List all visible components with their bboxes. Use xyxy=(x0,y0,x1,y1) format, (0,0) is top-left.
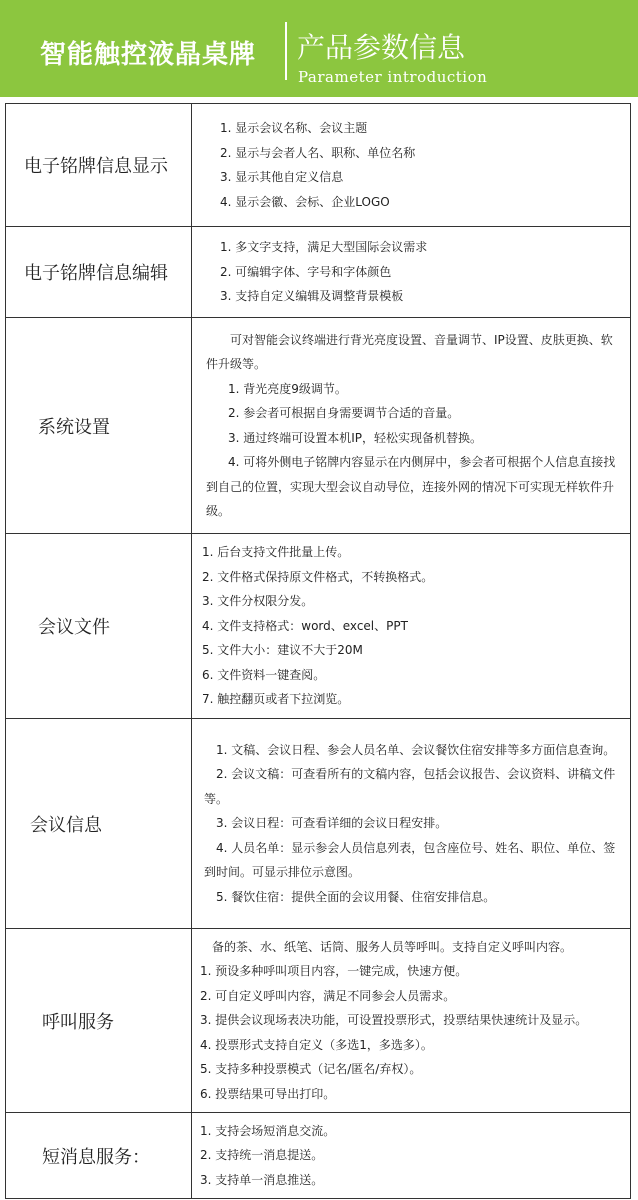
list-item: 3. 提供会议现场表决功能，可设置投票形式，投票结果快速统计及显示。 xyxy=(200,1013,588,1028)
row-label xyxy=(6,227,192,317)
list-item: 2. 文件格式保持原文件格式，不转换格式。 xyxy=(202,569,434,584)
product-name: 智能触控液晶桌牌 xyxy=(40,40,257,70)
list-item: 1. 多文字支持，满足大型国际会议需求 xyxy=(220,240,428,255)
list-item: 可对智能会议终端进行背光亮度设置、音量调节、IP设置、皮肤更换、软件升级等。 xyxy=(206,332,613,371)
section-title: 产品参数信息 xyxy=(297,31,466,64)
header-divider xyxy=(285,22,287,80)
list-item: 5. 文件大小：建议不大于20M xyxy=(202,643,363,658)
row-label-text: 电子铭牌信息编辑 xyxy=(24,263,168,284)
list-item: 4. 投票形式支持自定义（多选1，多选多）。 xyxy=(200,1037,433,1052)
list-item: 2. 显示与会者人名、职称、单位名称 xyxy=(220,145,416,160)
list-item: 3. 通过终端可设置本机IP，轻松实现备机替换。 xyxy=(228,430,483,445)
row-content xyxy=(192,719,630,928)
row-content xyxy=(192,318,630,533)
row-content xyxy=(192,1113,630,1198)
list-item: 1. 预设多种呼叫项目内容，一键完成，快速方便。 xyxy=(200,964,468,979)
list-item: 6. 投票结果可导出打印。 xyxy=(200,1086,336,1101)
row-content xyxy=(192,534,630,718)
row-label xyxy=(6,1113,192,1198)
table-row xyxy=(6,928,630,1112)
table-row xyxy=(6,1112,630,1198)
section-subtitle: Parameter introduction xyxy=(298,68,488,86)
list-item: 2. 参会者可根据自身需要调节合适的音量。 xyxy=(228,406,460,420)
table-row xyxy=(6,718,630,928)
list-item: 2. 会议文稿：可查看所有的文稿内容，包括会议报告、会议资料、讲稿文件等。 xyxy=(204,767,616,806)
row-label xyxy=(6,104,192,226)
header-banner xyxy=(0,0,638,97)
list-item: 4. 可将外侧电子铭牌内容显示在内侧屏中，参会者可根据个人信息直接找到自己的位置，实现大型会议自动导位，连接外网的情况下可实现无样软件升级。 xyxy=(206,455,616,518)
list-item: 6. 文件资料一键查阅。 xyxy=(202,667,326,682)
row-label-text: 系统设置 xyxy=(38,416,110,438)
list-item: 2. 可编辑字体、字号和字体颜色 xyxy=(220,264,392,279)
list-item: 1. 背光亮度9级调节。 xyxy=(228,381,347,396)
row-label xyxy=(6,318,192,533)
list-item: 5. 餐饮住宿：提供全面的会议用餐、住宿安排信息。 xyxy=(216,889,496,904)
list-item: 4. 文件支持格式：word、excel、PPT xyxy=(202,618,408,633)
list-item: 3. 支持自定义编辑及调整背景模板 xyxy=(220,289,404,304)
table-row xyxy=(6,226,630,317)
list-item: 2. 支持统一消息提送。 xyxy=(200,1148,324,1163)
row-content xyxy=(192,929,630,1112)
list-item: 4. 显示会徽、会标、企业LOGO xyxy=(220,194,390,209)
table-row xyxy=(6,317,630,533)
parameter-table xyxy=(5,103,631,1199)
list-item: 3. 显示其他自定义信息 xyxy=(220,170,344,184)
list-item: 4. 人员名单：显示参会人员信息列表，包含座位号、姓名、职位、单位、签到时间。可显示排位示意图。 xyxy=(204,840,616,880)
list-item: 3. 文件分权限分发。 xyxy=(202,594,314,609)
row-label-text: 电子铭牌信息显示 xyxy=(24,156,168,177)
list-item: 7. 触控翻页或者下拉浏览。 xyxy=(202,692,350,707)
list-item: 备的茶、水、纸笔、话筒、服务人员等呼叫。支持自定义呼叫内容。 xyxy=(212,939,573,954)
list-item: 1. 支持会场短消息交流。 xyxy=(200,1123,336,1138)
row-content xyxy=(192,104,630,226)
row-content xyxy=(192,227,630,317)
table-row xyxy=(6,104,630,226)
list-item: 2. 可自定义呼叫内容，满足不同参会人员需求。 xyxy=(200,988,456,1003)
row-label xyxy=(6,719,192,928)
row-label xyxy=(6,534,192,718)
list-item: 3. 会议日程：可查看详细的会议日程安排。 xyxy=(216,816,448,831)
list-item: 5. 支持多种投票模式（记名/匿名/弃权）。 xyxy=(200,1062,422,1077)
row-label xyxy=(6,929,192,1112)
row-label-text: 会议信息 xyxy=(30,814,102,836)
row-label-text: 呼叫服务 xyxy=(42,1011,114,1033)
list-item: 1. 后台支持文件批量上传。 xyxy=(202,545,350,560)
list-item: 1. 显示会议名称、会议主题 xyxy=(220,121,368,135)
list-item: 1. 文稿、会议日程、参会人员名单、会议餐饮住宿安排等多方面信息查询。 xyxy=(216,742,616,757)
table-row xyxy=(6,533,630,718)
row-label-text: 短消息服务： xyxy=(42,1146,150,1168)
list-item: 3. 支持单一消息推送。 xyxy=(200,1172,324,1187)
row-label-text: 会议文件 xyxy=(38,617,110,638)
